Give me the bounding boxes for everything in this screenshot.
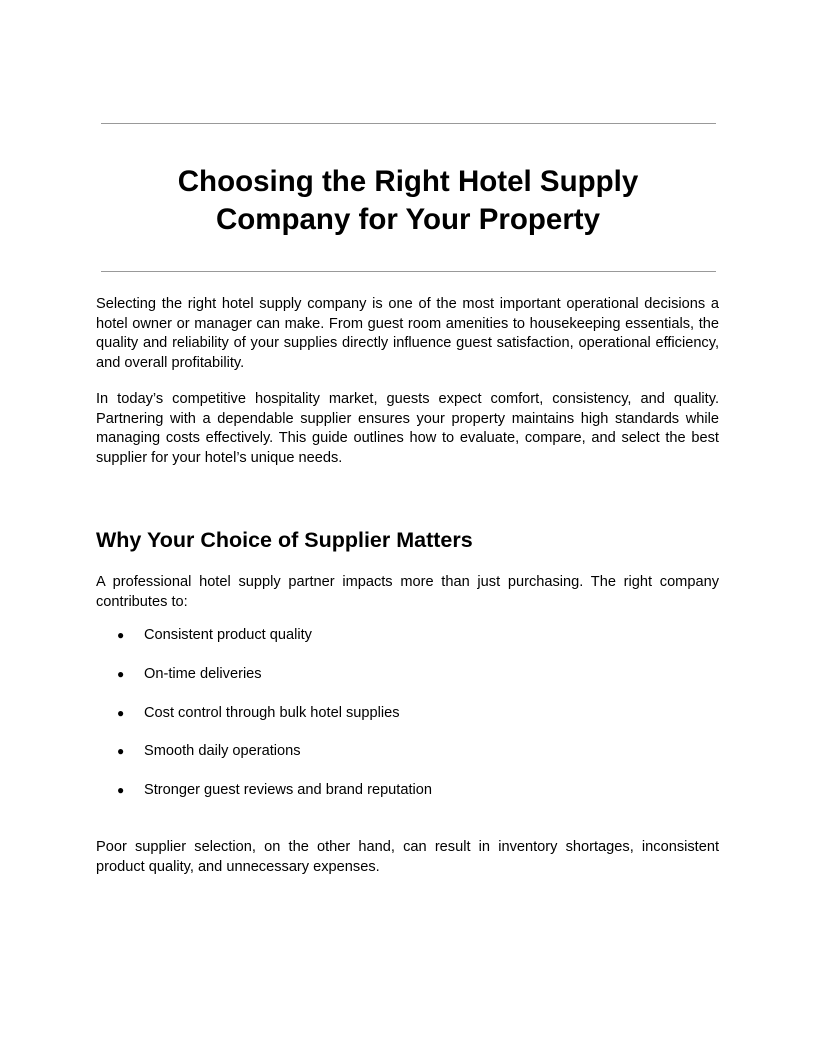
- intro-paragraph-1: Selecting the right hotel supply company is one of the most important operational decisions a hotel owner or manager can make. From guest room amenities to housekeeping essentials, the quality and reliability of your supplies directly influence guest satisfaction, operational efficiency, and overall profitability.: [96, 296, 719, 371]
- list-item-text: Stronger guest reviews and brand reputation: [144, 782, 432, 799]
- bullet-icon: ●: [117, 666, 125, 681]
- benefits-list: [96, 626, 719, 820]
- list-item: [96, 704, 719, 743]
- bullet-icon: ●: [117, 628, 125, 642]
- closing-paragraph: Poor supplier selection, on the other hand, can result in inventory shortages, inconsistent product quality, and unnecessary expenses.: [96, 839, 719, 875]
- bullet-icon: ●: [117, 744, 125, 759]
- list-item-text: On-time deliveries: [144, 665, 262, 682]
- list-item-text: Smooth daily operations: [144, 743, 301, 760]
- bullet-icon: ●: [117, 783, 125, 798]
- list-item-text: Cost control through bulk hotel supplies: [144, 704, 400, 721]
- section-heading: Why Your Choice of Supplier Matters: [96, 528, 473, 552]
- section-lead-paragraph: A professional hotel supply partner impacts more than just purchasing. The right company contributes to:: [96, 574, 719, 610]
- bullet-icon: ●: [117, 705, 125, 720]
- document-title-line-1: Choosing the Right Hotel Supply: [177, 165, 639, 198]
- list-item-text: Consistent product quality: [144, 627, 312, 643]
- list-item: [96, 781, 719, 820]
- list-item: [96, 742, 719, 781]
- document-title: [96, 163, 720, 239]
- list-item: [96, 626, 719, 665]
- document-title-line-2: Company for Your Property: [215, 203, 601, 236]
- list-item: [96, 665, 719, 704]
- title-top-divider: [101, 123, 716, 124]
- title-bottom-divider: [101, 271, 716, 272]
- intro-paragraph-2: In today’s competitive hospitality market, guests expect comfort, consistency, and quality. Partnering with a dependable supplier ensures your property maintains high standards while managing costs effectively. This guide outlines how to evaluate, compare, and select the best supplier for your hotel’s unique needs.: [96, 391, 719, 466]
